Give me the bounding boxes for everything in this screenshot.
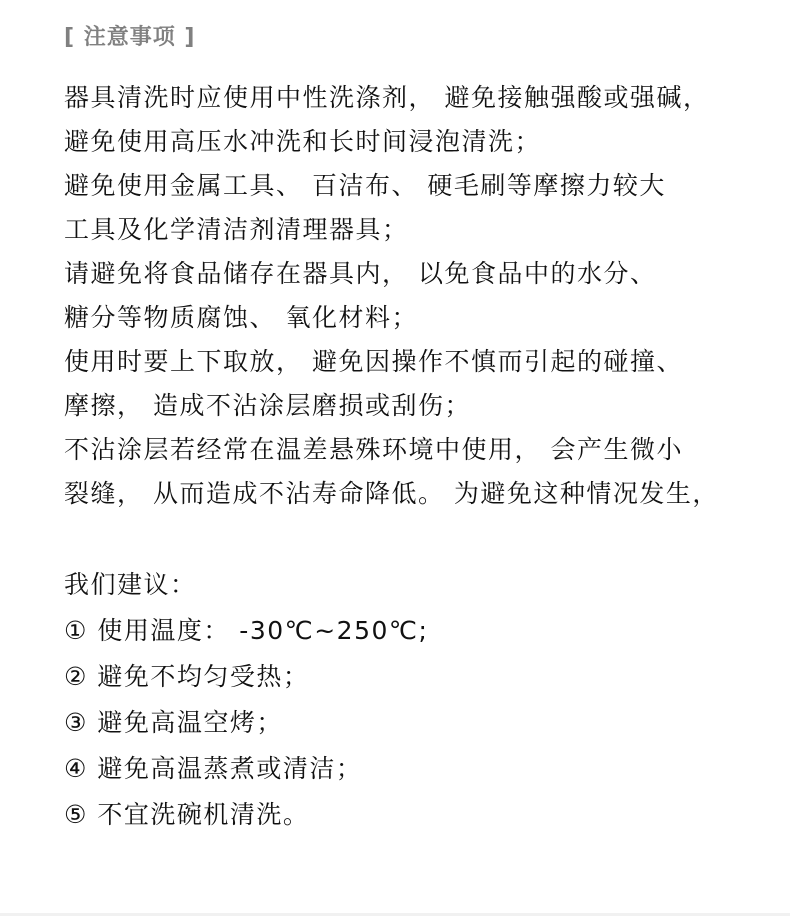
recommendation-item-temperature: ① 使用温度： -30℃~250℃; xyxy=(64,616,429,645)
section-title: [ 注意事项 ] xyxy=(64,25,196,50)
note-line: 避免使用金属工具、 百洁布、 硬毛刷等摩擦力较大 xyxy=(64,171,666,200)
note-line: 避免使用高压水冲洗和长时间浸泡清洗； xyxy=(64,127,542,156)
note-line: 裂缝， 从而造成不沾寿命降低。 为避免这种情况发生， xyxy=(64,479,719,508)
recommendation-item-steam: ④ 避免高温蒸煮或清洁； xyxy=(64,754,363,783)
note-line: 请避免将食品储存在器具内， 以免食品中的水分、 xyxy=(64,259,657,288)
note-line: 糖分等物质腐蚀、 氧化材料； xyxy=(64,303,418,332)
note-line: 不沾涂层若经常在温差悬殊环境中使用， 会产生微小 xyxy=(64,435,683,464)
recommendation-item-dry-heat: ③ 避免高温空烤； xyxy=(64,708,283,737)
recommendation-item-dishwasher: ⑤ 不宜洗碗机清洗。 xyxy=(64,800,310,829)
note-line: 工具及化学清洁剂清理器具； xyxy=(64,215,409,244)
recommendations-title: 我们建议： xyxy=(64,570,197,599)
note-line: 器具清洗时应使用中性洗涤剂， 避免接触强酸或强碱， xyxy=(64,83,710,112)
recommendation-item-uneven-heat: ② 避免不均匀受热； xyxy=(64,662,310,691)
note-line: 摩擦， 造成不沾涂层磨损或刮伤； xyxy=(64,391,471,420)
note-line: 使用时要上下取放， 避免因操作不慎而引起的碰撞、 xyxy=(64,347,683,376)
notes-paragraph xyxy=(64,76,784,516)
recommendations xyxy=(64,562,764,838)
